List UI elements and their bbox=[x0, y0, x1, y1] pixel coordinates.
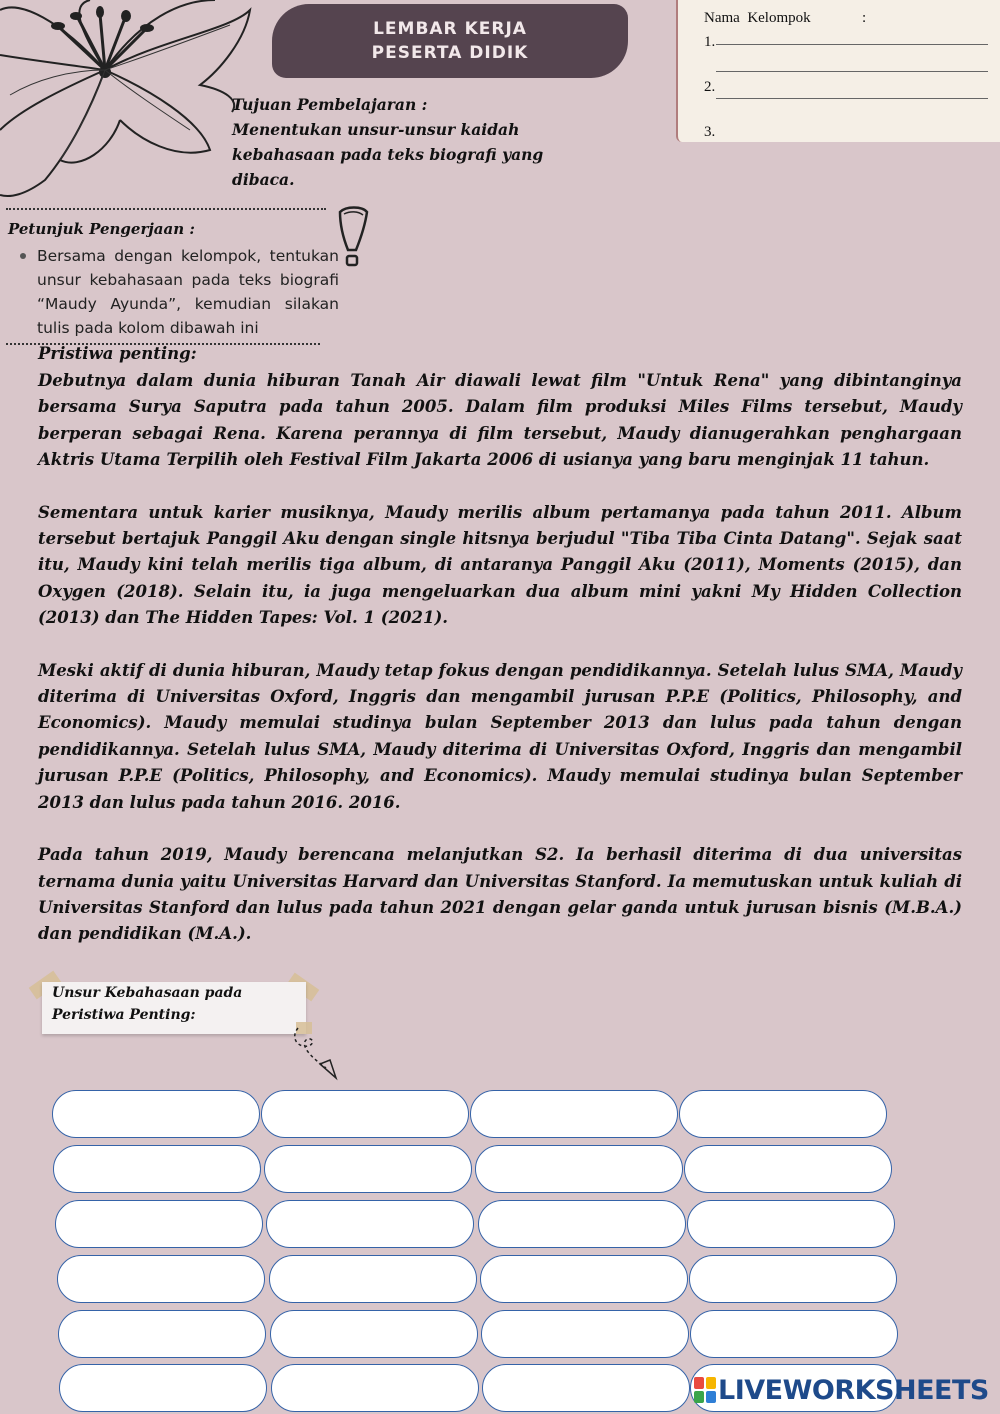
answer-box[interactable] bbox=[480, 1255, 688, 1303]
answer-box[interactable] bbox=[470, 1090, 678, 1138]
group-label: Nama Kelompok bbox=[704, 10, 811, 26]
title-line-2: PESERTA DIDIK bbox=[371, 43, 529, 63]
answer-box[interactable] bbox=[261, 1090, 469, 1138]
answer-box[interactable] bbox=[684, 1145, 892, 1193]
member-2-line[interactable] bbox=[716, 98, 988, 99]
answer-box[interactable] bbox=[271, 1364, 479, 1412]
answer-box[interactable] bbox=[269, 1255, 477, 1303]
flower-illustration bbox=[0, 0, 260, 205]
answer-box[interactable] bbox=[478, 1200, 686, 1248]
instructions-heading: Petunjuk Pengerjaan : bbox=[8, 220, 195, 238]
learning-goal-text: Menentukan unsur-unsur kaidah kebahasaan pada teks biografi yang dibaca. bbox=[232, 120, 544, 189]
member-number-2: 2. bbox=[704, 79, 716, 95]
answer-box[interactable] bbox=[475, 1145, 683, 1193]
member-number-1: 1. bbox=[704, 34, 716, 50]
answer-label-text bbox=[52, 982, 242, 1026]
liveworksheets-logo-icon bbox=[694, 1377, 716, 1403]
paragraph-3: Meski aktif di dunia hiburan, Maudy tetap fokus dengan pendidikannya. Setelah lulus SMA, Maudy diterima di Universitas Oxford, Inggris dan mengambil jurusan P.P.E (Politics, Philosophy, and Economics). Maudy memulai studinya bulan September 2013 dan lulus pada tahun dengan pendidikannya. Setelah lulus SMA, Maudy diterima di Universitas Oxford, Inggris dan mengambil jurusan P.P.E (Politics, Philosophy, and Economics). Maudy memulai studinya bulan September 2013 dan lulus pada tahun 2016. 2016. bbox=[38, 660, 962, 812]
answer-box[interactable] bbox=[481, 1310, 689, 1358]
answer-label-line-1: Unsur Kebahasaan pada bbox=[52, 985, 243, 1001]
answer-box[interactable] bbox=[57, 1255, 265, 1303]
group-label-colon: : bbox=[862, 10, 867, 26]
answer-box[interactable] bbox=[55, 1200, 263, 1248]
answer-box[interactable] bbox=[266, 1200, 474, 1248]
exclamation-icon bbox=[336, 206, 370, 270]
answer-box[interactable] bbox=[58, 1310, 266, 1358]
liveworksheets-text: LIVEWORKSHEETS bbox=[718, 1374, 989, 1406]
paragraph-4: Pada tahun 2019, Maudy berencana melanjutkan S2. Ia berhasil diterima di dua universitas ternama dunia yaitu Universitas Harvard dan Universitas Stanford. Ia memutuskan untuk kuliah di Universitas Stanford dan lulus pada tahun 2021 dengan gelar ganda untuk jurusan bisnis (M.B.A.) dan pendidikan (M.A.). bbox=[38, 845, 962, 944]
answer-box[interactable] bbox=[270, 1310, 478, 1358]
paragraph-2: Sementara untuk karier musiknya, Maudy merilis album pertamanya pada tahun 2011. Album tersebut bertajuk Panggil Aku dengan single hitsnya berjudul "Tiba Tiba Cinta Datang". Sejak saat itu, Maudy kini telah merilis tiga album, di antaranya Panggil Aku (2011), Moments (2015), dan Oxygen (2018). Selain itu, ia juga mengeluarkan dua album mini yakni My Hidden Collection (2013) dan The Hidden Tapes: Vol. 1 (2021). bbox=[38, 502, 962, 628]
answer-box[interactable] bbox=[690, 1310, 898, 1358]
instructions-text: Bersama dengan kelompok, tentukan unsur kebahasaan pada teks biografi “Maudy Ayunda”, kemudian silakan tulis pada kolom dibawah ini bbox=[37, 247, 339, 337]
group-names-card bbox=[676, 0, 1000, 142]
answer-box[interactable] bbox=[679, 1090, 887, 1138]
divider-top bbox=[6, 208, 326, 210]
member-extra-line[interactable] bbox=[716, 71, 988, 72]
answer-box[interactable] bbox=[59, 1364, 267, 1412]
answer-box[interactable] bbox=[264, 1145, 472, 1193]
answer-label-line-2: Peristiwa Penting: bbox=[52, 1007, 196, 1023]
answer-box[interactable] bbox=[689, 1255, 897, 1303]
worksheet-title-banner bbox=[272, 4, 628, 78]
answer-box[interactable] bbox=[687, 1200, 895, 1248]
answer-box[interactable] bbox=[52, 1090, 260, 1138]
biography-text bbox=[38, 368, 962, 974]
learning-goal-heading: Tujuan Pembelajaran : bbox=[232, 95, 428, 114]
curly-arrow-icon bbox=[290, 1024, 350, 1086]
title-line-1: LEMBAR KERJA bbox=[373, 19, 527, 39]
liveworksheets-watermark bbox=[694, 1370, 989, 1410]
member-number-3: 3. bbox=[704, 124, 716, 140]
member-1-line[interactable] bbox=[716, 44, 988, 45]
event-heading: Pristiwa penting: bbox=[38, 344, 197, 363]
answer-box[interactable] bbox=[482, 1364, 690, 1412]
learning-goal bbox=[232, 92, 592, 192]
answer-label-card bbox=[42, 982, 306, 1034]
paragraph-1: Debutnya dalam dunia hiburan Tanah Air diawali lewat film "Untuk Rena" yang dibintanginya bersama Surya Saputra pada tahun 2005. Dalam film produksi Miles Films tersebut, Maudy berperan sebagai Rena. Karena perannya di film tersebut, Maudy dianugerahkan penghargaan Aktris Utama Terpilih oleh Festival Film Jakarta 2006 di usianya yang baru menginjak 11 tahun. bbox=[38, 371, 962, 470]
answer-box[interactable] bbox=[53, 1145, 261, 1193]
instructions-bullet bbox=[20, 253, 26, 259]
